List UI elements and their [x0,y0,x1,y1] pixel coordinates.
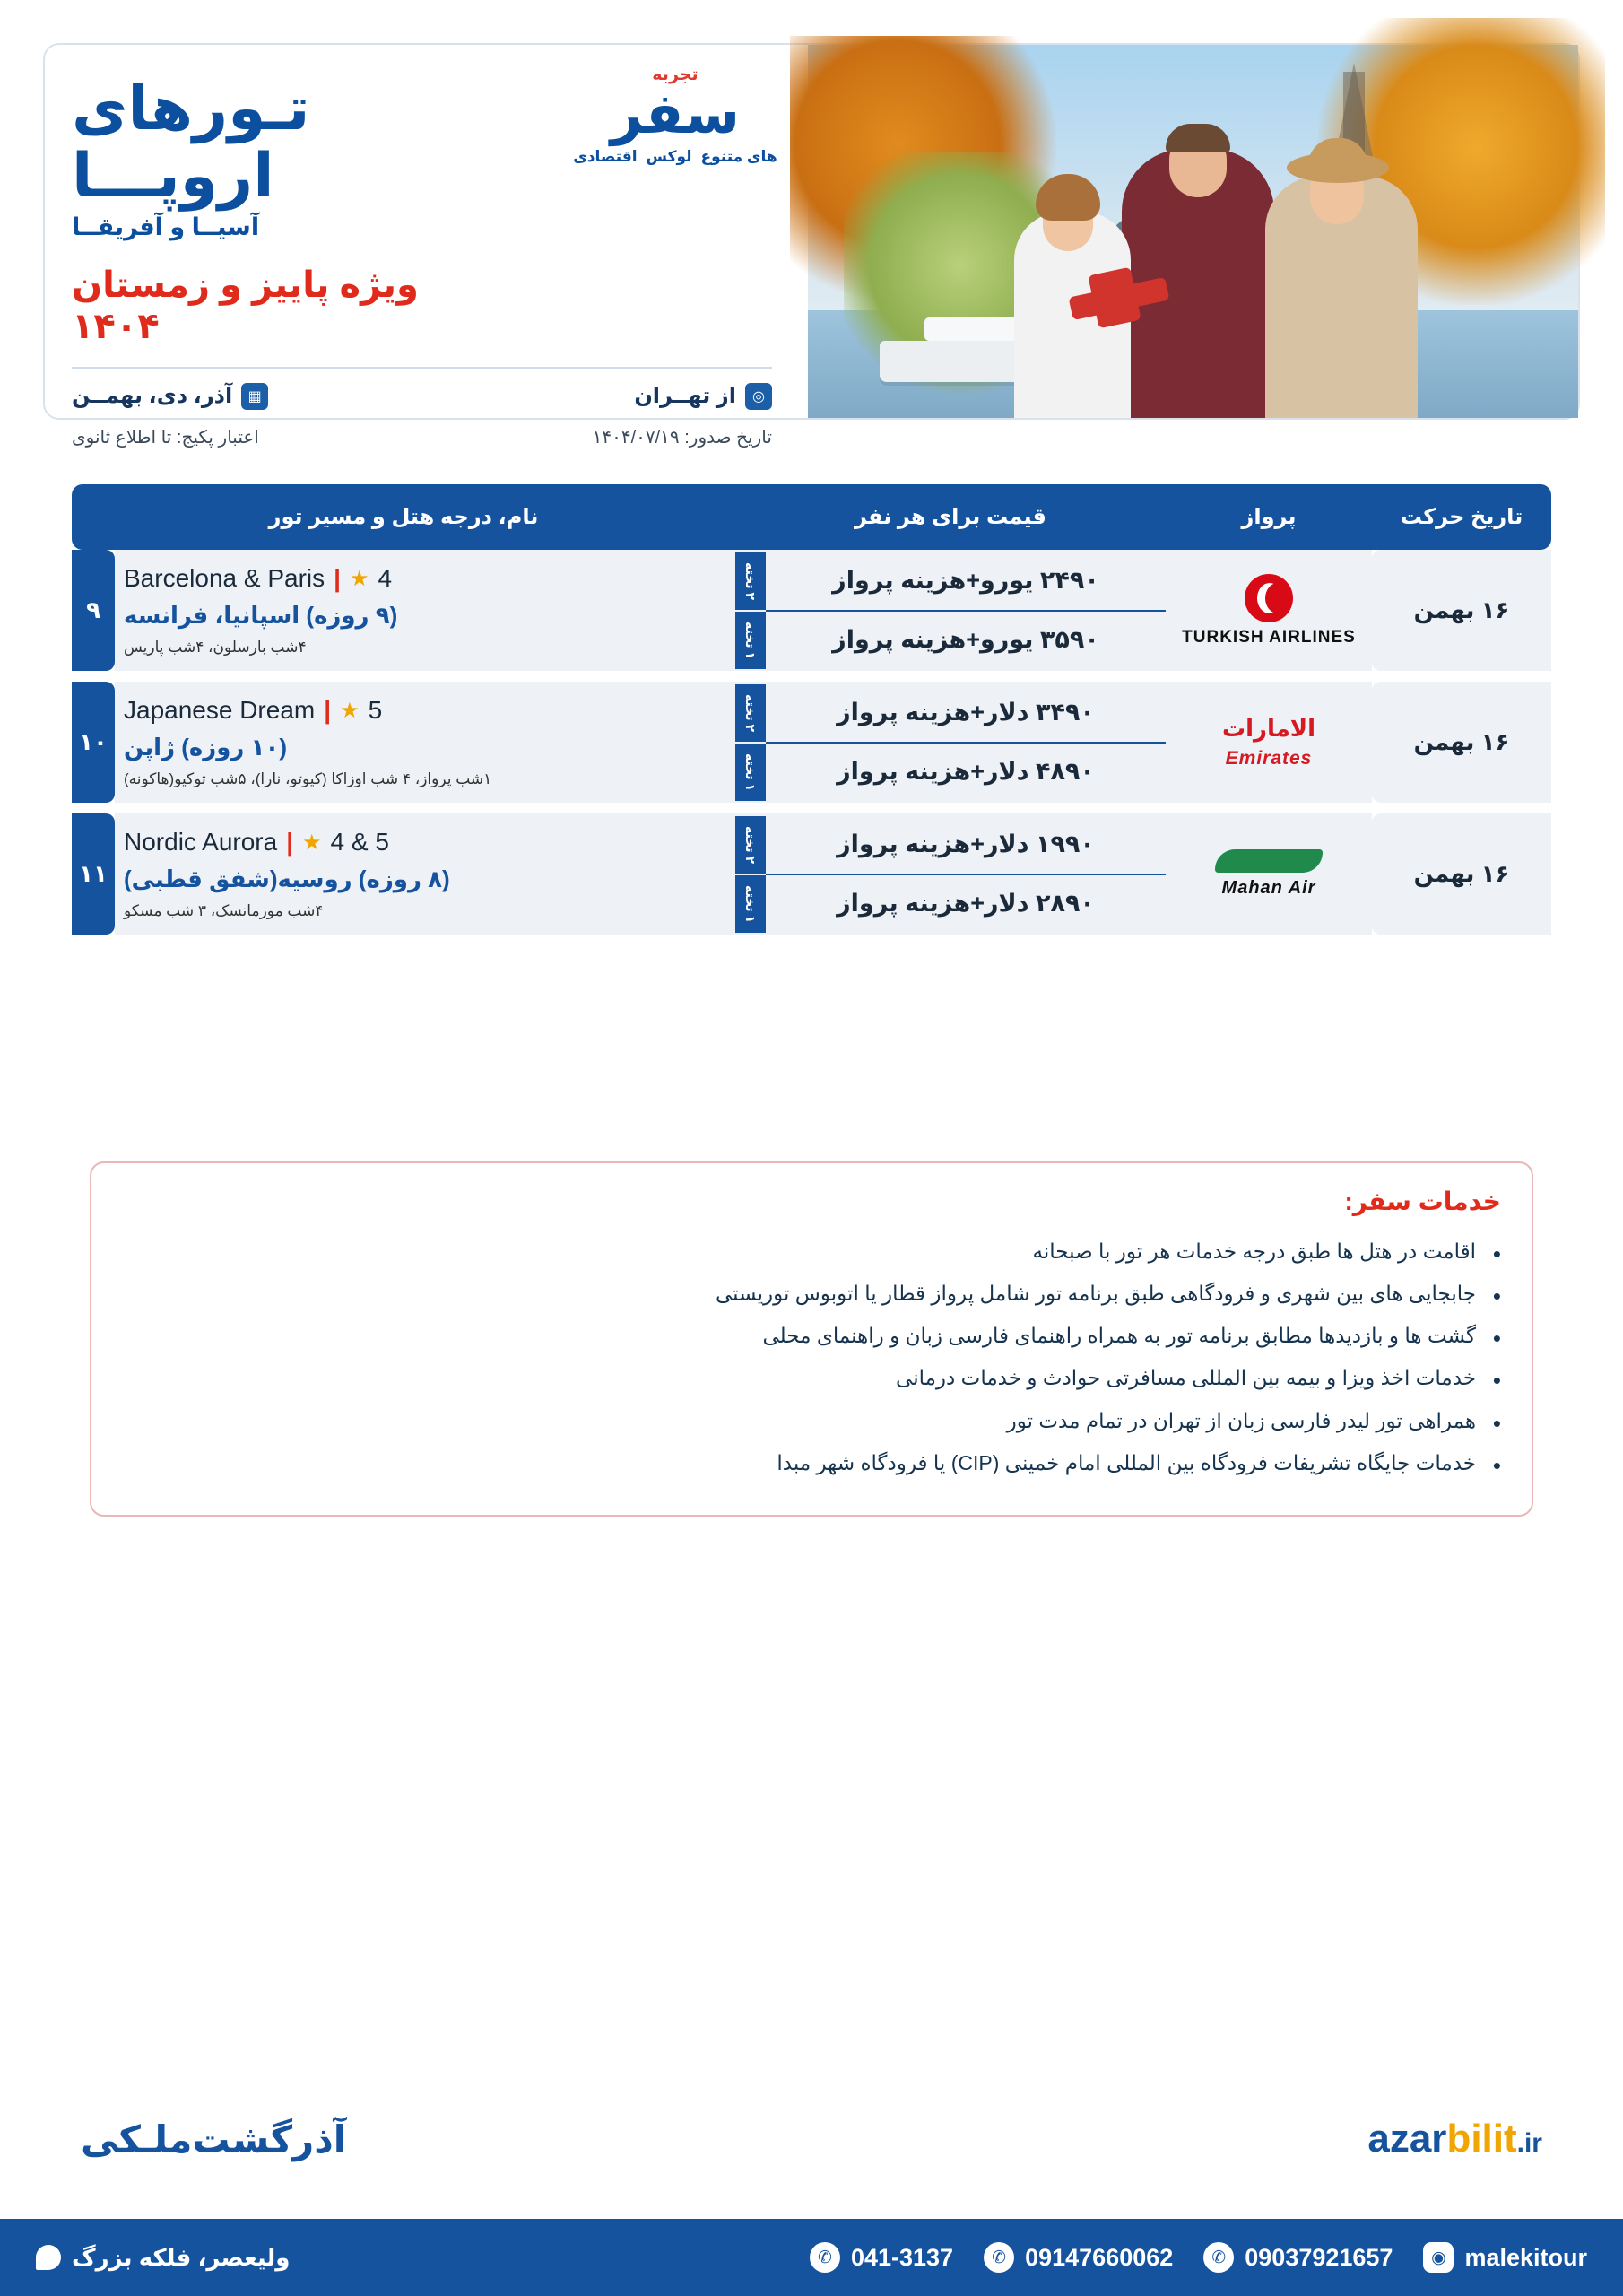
contact-phone[interactable] [810,2242,953,2273]
instagram-icon: ◉ [1423,2242,1454,2273]
price-cell [735,813,1166,935]
site-logo [1367,2117,1542,2161]
site-logo-bilit: bilit [1446,2117,1517,2161]
site-logo-tld: .ir [1516,2128,1542,2158]
tour-info-cell [115,550,735,671]
whatsapp-icon: ✆ [984,2242,1014,2273]
tour-nights: ۴شب مورمانسک، ۳ شب مسکو [124,902,324,919]
table-row [72,550,1551,671]
tour-name-fa: (۹ روزه) اسپانیا، فرانسه [124,602,398,629]
airline-name: Emirates [1225,748,1313,769]
col-header-info: نام، درجه هتل و مسیر تور [72,484,735,550]
logo-word-2: اقتصادی [573,147,638,165]
row-separator [72,803,1551,813]
months-label: آذر، دی، بهمــن [72,384,233,409]
price-value: ۳۵۹۰ یورو+هزینه پرواز [832,626,1099,653]
origin-label: از تهــران [634,384,736,409]
price-option [735,684,1166,742]
price-option [735,816,1166,874]
airline-logo-mahan [1166,849,1372,899]
service-item: • گشت ها و بازدیدها مطابق برنامه تور به همراه راهنمای فارسی زبان و راهنمای محلی [122,1315,1501,1357]
price-occupancy: ۲ تخته [735,552,766,610]
office-address [36,2244,290,2272]
family-photo [987,113,1409,418]
whatsapp-icon: ✆ [1203,2242,1234,2273]
tour-name-en [124,696,714,725]
price-option [735,875,1166,933]
price-value: ۲۸۹۰ دلار+هزینه پرواز [837,890,1095,917]
col-header-flight: پرواز [1166,484,1372,550]
origin-info [634,383,772,410]
location-pin-icon: ◎ [745,383,772,410]
services-title: خدمات سفر: [1344,1187,1501,1215]
hotel-stars: 4 & 5 [330,828,389,856]
page-title: تـورهای اروپـــا [72,74,310,210]
location-pin-icon [36,2245,61,2270]
departure-date: ۱۶ بهمن [1372,550,1551,671]
row-separator [72,671,1551,682]
contact-instagram[interactable] [1423,2242,1587,2273]
header-banner [43,43,1580,448]
banner-text-area [45,45,808,448]
address-text: ولیعصر، فلکه بزرگ [72,2243,291,2271]
company-logo [559,65,792,181]
service-item: • جابجایی های بین شهری و فرودگاهی طبق برنامه تور شامل پرواز قطار یا اتوبوس توریستی [122,1273,1501,1315]
table-row [72,682,1551,803]
airline-name: Mahan Air [1221,878,1316,898]
banner-photo [808,45,1578,418]
col-header-price: قیمت برای هر نفر [735,484,1166,550]
issue-date: تاریخ صدور: ۱۴۰۴/۰۷/۱۹ [592,427,772,448]
price-cell [735,682,1166,803]
row-index: ۹ [72,550,115,671]
airline-cell [1166,550,1372,671]
price-value: ۳۴۹۰ دلار+هزینه پرواز [837,699,1095,726]
validity-note: اعتبار پکیج: تا اطلاع ثانوی [72,427,259,448]
table-row [72,813,1551,935]
site-logo-azar: azar [1367,2117,1447,2161]
price-occupancy: ۱ تخته [735,875,766,933]
whatsapp-number-1: 09147660062 [1025,2243,1174,2271]
tour-name-en [124,828,714,857]
price-option [735,744,1166,801]
tour-name-fa: (۸ روزه) روسیه(شفق قطبی) [124,865,450,892]
airline-cell [1166,813,1372,935]
footer-brands [81,2117,1542,2161]
tour-name-en [124,564,714,593]
price-occupancy: ۱ تخته [735,612,766,669]
departure-date: ۱۶ بهمن [1372,813,1551,935]
separator-bar: | [286,828,294,856]
col-header-date: تاریخ حرکت [1372,484,1551,550]
emirates-icon: الامارات [1221,715,1316,742]
table-header-row [72,484,1551,550]
tour-info-cell [115,813,735,935]
phone-icon: ✆ [810,2242,840,2273]
phone-number: 041-3137 [850,2243,954,2271]
star-icon: ★ [340,698,360,723]
service-item: • خدمات اخذ ویزا و بیمه بین المللی مسافرتی حوادث و خدمات درمانی [122,1357,1501,1399]
mahan-air-icon [1215,849,1323,873]
divider [72,367,772,369]
season-title: ویژه پاییز و زمستان ۱۴۰۴ [72,265,419,346]
star-icon: ★ [302,830,322,855]
airline-name: TURKISH AIRLINES [1182,627,1356,647]
price-occupancy: ۲ تخته [735,816,766,874]
hotel-stars: 4 [378,564,393,592]
price-option [735,612,1166,669]
separator-bar: | [334,564,341,592]
logo-brand: سفر [610,83,741,145]
price-option [735,552,1166,610]
contact-whatsapp-1[interactable] [984,2242,1173,2273]
logo-tagline: تجربه [652,65,699,84]
page-subtitle: آسیــا و آفریقــا [72,213,260,240]
contact-list [810,2242,1587,2273]
hotel-stars: 5 [368,696,383,724]
tours-table [72,484,1551,935]
calendar-icon: ▦ [241,383,268,410]
logo-word-0: های متنوع [700,147,777,165]
row-index: ۱۱ [72,813,115,935]
tour-name-fa: (۱۰ روزه) ژاپن [124,734,288,761]
price-cell [735,550,1166,671]
footer-contact-bar [0,2219,1623,2296]
price-occupancy: ۱ تخته [735,744,766,801]
tour-info-cell [115,682,735,803]
airline-logo-emirates [1166,715,1372,770]
separator-bar: | [324,696,332,724]
whatsapp-number-2: 09037921657 [1245,2243,1393,2271]
service-item: • همراهی تور لیدر فارسی زبان از تهران در تمام مدت تور [122,1400,1501,1442]
instagram-handle: malekitour [1464,2243,1587,2271]
price-value: ۱۹۹۰ دلار+هزینه پرواز [837,831,1095,857]
price-value: ۲۴۹۰ یورو+هزینه پرواز [832,567,1099,594]
services-box [90,1161,1533,1517]
logo-word-1: لوکس [646,147,692,165]
service-item: • خدمات جایگاه تشریفات فرودگاه بین المللی امام خمینی (CIP) یا فرودگاه شهر مبدا [122,1442,1501,1484]
services-list [122,1231,1501,1484]
agency-name: آذرگشت‌ملـکی [81,2118,347,2161]
star-icon: ★ [349,566,369,591]
months-info [72,383,268,410]
price-occupancy: ۲ تخته [735,684,766,742]
tour-nights: ۴شب بارسلون، ۴شب پاریس [124,639,307,656]
service-item: • اقامت در هتل ها طبق درجه خدمات هر تور با صبحانه [122,1231,1501,1273]
contact-whatsapp-2[interactable] [1203,2242,1393,2273]
tour-title-en: Barcelona & Paris [124,564,325,592]
tours-table-wrapper [72,484,1551,935]
row-index: ۱۰ [72,682,115,803]
turkish-airlines-icon [1245,574,1293,622]
airline-cell [1166,682,1372,803]
tour-nights: ۱شب پرواز، ۴ شب اوزاکا (کیوتو، نارا)، ۵شب توکیو(هاکونه) [124,770,492,787]
tour-title-en: Nordic Aurora [124,828,278,856]
airline-logo-turkish [1166,574,1372,648]
departure-date: ۱۶ بهمن [1372,682,1551,803]
tour-title-en: Japanese Dream [124,696,316,724]
price-value: ۴۸۹۰ دلار+هزینه پرواز [837,758,1095,785]
